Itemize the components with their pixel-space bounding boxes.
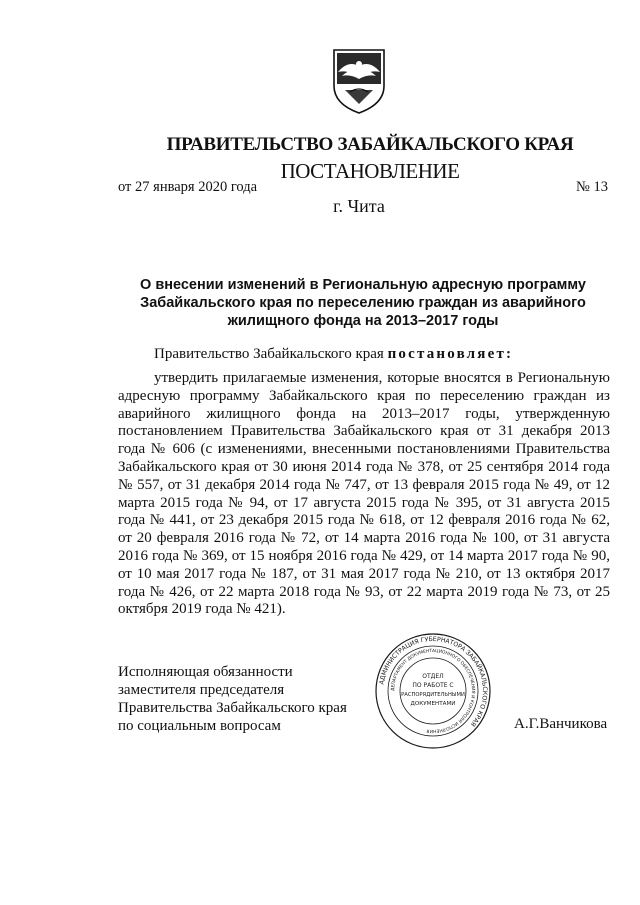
signature-line-1: Исполняющая обязанности xyxy=(118,664,293,680)
document-subject: О внесении изменений в Региональную адресную программу Забайкальского края по переселению граждан из аварийного жилищного фонда на 2013–2017 годы xyxy=(140,277,586,329)
stamp-inner-text: ДЕПАРТАМЕНТ ДОКУМЕНТАЦИОННОГО ОБЕСПЕЧЕНИЯ И КОНТРОЛЯ ИСПОЛНЕНИЯ xyxy=(390,648,476,734)
signature-line-2: заместителя председателя xyxy=(118,682,285,698)
stamp-center-line-4: ДОКУМЕНТАМИ xyxy=(410,701,456,707)
signature-line-4: по социальным вопросам xyxy=(118,718,281,734)
document-city: г. Чита xyxy=(333,196,385,216)
government-title: ПРАВИТЕЛЬСТВО ЗАБАЙКАЛЬСКОГО КРАЯ xyxy=(166,134,574,155)
document-date: от 27 января 2020 года xyxy=(118,179,258,195)
signer-name: А.Г.Ванчикова xyxy=(514,716,608,732)
preamble xyxy=(154,346,513,363)
document-number: № 13 xyxy=(576,179,608,195)
stamp-center-line-1: ОТДЕЛ xyxy=(422,673,444,680)
coat-of-arms-icon xyxy=(328,46,390,116)
signature-line-3: Правительства Забайкальского края xyxy=(118,700,347,716)
official-stamp xyxy=(373,631,493,751)
resolution-body: утвердить прилагаемые изменения, которые вносятся в Региональную адресную программу Забайкальского края по переселению граждан из аварийного жилищного фонда на 2013–2017 годы, утвержденную постановлением Правительства Забайкальского края от 31 декабря 2013 года № 606 (с изменениями, внесенными постановлениями Правительства Забайкальского края от 30 июня 2014 года № 378, от 25 сентября 2014 года № 557, от 31 декабря 2014 года № 747, от 13 февраля 2015 года № 49, от 12 марта 2015 года № 94, от 17 августа 2015 года № 395, от 31 августа 2015 года № 441, от 23 декабря 2015 года № 618, от 12 февраля 2016 года № 62, от 20 февраля 2016 года № 72, от 14 марта 2016 года № 100, от 31 августа 2016 года № 369, от 15 ноября 2016 года № 429, от 14 марта 2017 года № 90, от 10 мая 2017 года № 187, от 31 мая 2017 года № 210, от 13 октября 2017 года № 426, от 22 марта 2018 года № 93, от 22 марта 2019 года № 73, от 25 октября 2019 года № 421). xyxy=(118,370,610,618)
preamble-emphasis: постановляет: xyxy=(387,346,514,362)
stamp-outer-text: АДМИНИСТРАЦИЯ ГУБЕРНАТОРА ЗАБАЙКАЛЬСКОГО КРАЯ xyxy=(378,635,489,728)
stamp-center-line-2: ПО РАБОТЕ С xyxy=(412,682,454,689)
preamble-text: Правительство Забайкальского края xyxy=(154,346,384,362)
stamp-center-line-3: РАСПОРЯДИТЕЛЬНЫМИ xyxy=(401,692,465,698)
signature-block xyxy=(118,663,347,735)
document-type: ПОСТАНОВЛЕНИЕ xyxy=(280,159,460,183)
